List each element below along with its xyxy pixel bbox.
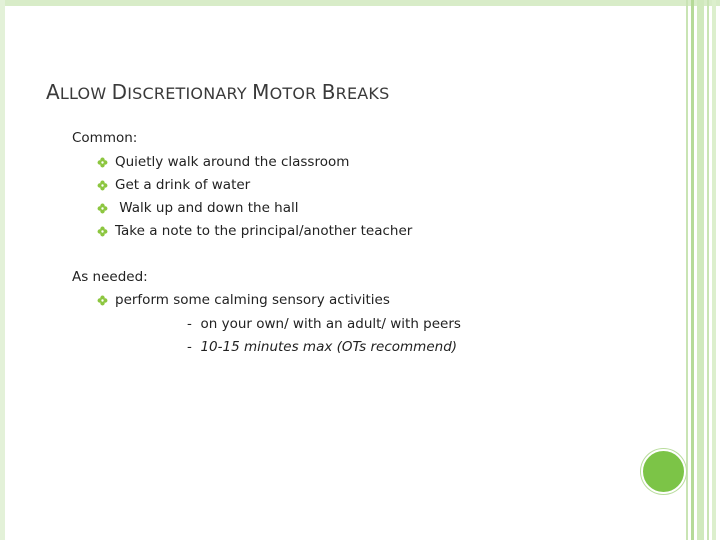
- common-label: Common:: [72, 130, 138, 146]
- slide-title: [46, 80, 389, 104]
- title-rest: LLOW: [59, 84, 112, 103]
- four-petal-flower-icon: [97, 226, 108, 237]
- dash-marker: -: [187, 316, 201, 332]
- four-petal-flower-icon: [97, 157, 108, 168]
- frame-left: [0, 0, 5, 540]
- title-cap: B: [321, 80, 336, 104]
- list-item-text: perform some calming sensory activities: [115, 292, 390, 308]
- title-cap: D: [111, 80, 128, 104]
- sub-list-item: [187, 316, 461, 332]
- list-item: [115, 154, 349, 170]
- dash-marker: -: [187, 339, 201, 355]
- title-cap: A: [46, 80, 60, 104]
- decorative-rail: [707, 0, 709, 540]
- sub-list-item: [187, 339, 457, 355]
- decorative-rail: [697, 0, 704, 540]
- decorative-rail: [712, 0, 716, 540]
- list-item-text: Take a note to the principal/another teacher: [115, 223, 413, 239]
- list-item: [115, 200, 299, 216]
- frame-top: [0, 0, 720, 6]
- decorative-rail: [686, 0, 688, 540]
- sub-list-item-text: on your own/ with an adult/ with peers: [200, 316, 461, 332]
- list-item: [115, 177, 250, 193]
- list-item: [115, 223, 412, 239]
- list-item: [115, 292, 390, 308]
- list-item-text: Get a drink of water: [115, 177, 251, 193]
- four-petal-flower-icon: [97, 295, 108, 306]
- four-petal-flower-icon: [97, 180, 108, 191]
- list-item-text: Walk up and down the hall: [115, 200, 299, 216]
- title-rest: REAKS: [335, 84, 390, 103]
- list-item-text: Quietly walk around the classroom: [115, 154, 350, 170]
- title-rest: OTOR: [269, 84, 322, 103]
- title-rest: ISCRETIONARY: [127, 84, 253, 103]
- decorative-rail: [691, 0, 694, 540]
- sub-list-item-text: 10-15 minutes max (OTs recommend): [200, 339, 458, 355]
- as-needed-label: As needed:: [72, 269, 148, 285]
- decorative-green-circle: [641, 449, 686, 494]
- title-cap: M: [252, 80, 270, 104]
- four-petal-flower-icon: [97, 203, 108, 214]
